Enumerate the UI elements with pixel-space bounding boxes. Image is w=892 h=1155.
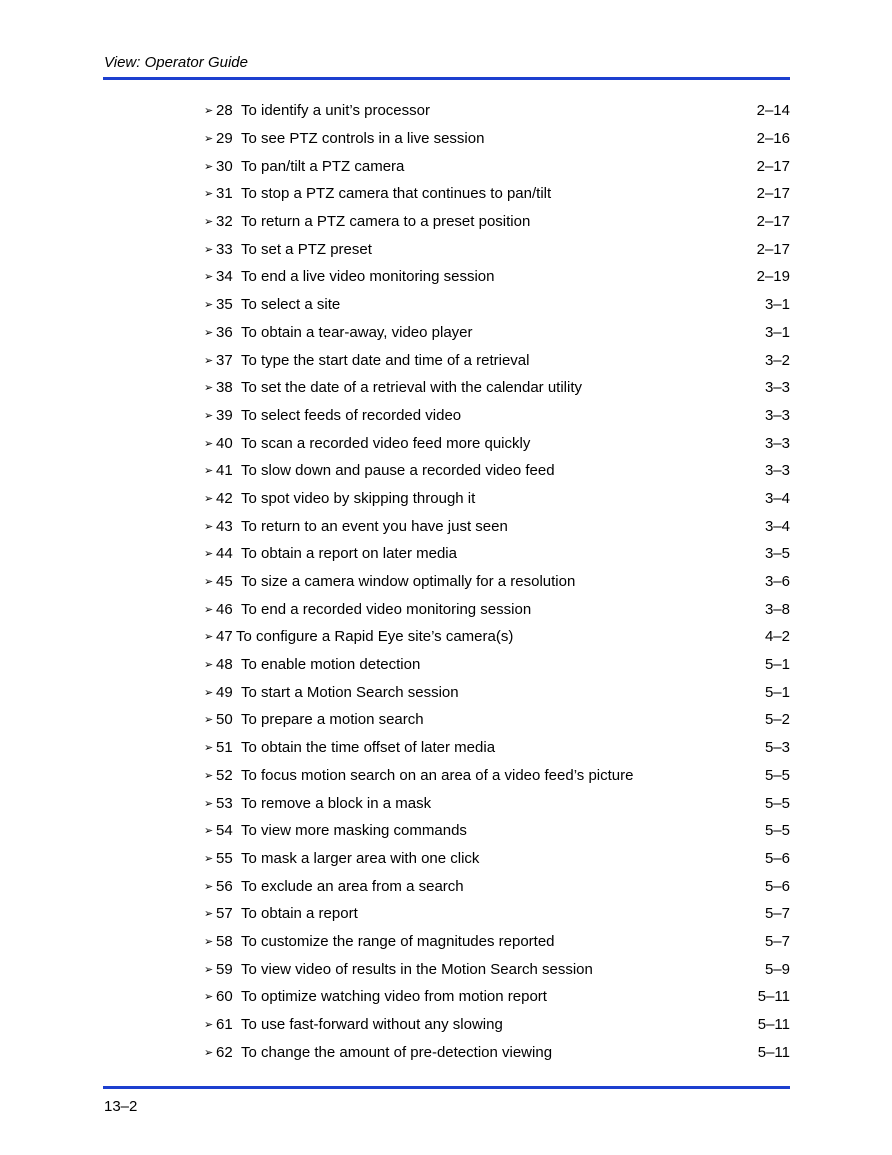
toc-entry-number: 32 (216, 213, 233, 231)
toc-entry-title: To mask a larger area with one click (241, 849, 480, 867)
toc-entry-title: To view video of results in the Motion Search session (241, 960, 593, 978)
toc-entry-page: 5–3 (764, 739, 790, 757)
arrow-bullet-icon: ➢ (204, 797, 214, 810)
toc-entry-page: 2–14 (756, 102, 790, 120)
toc-entry-title: To focus motion search on an area of a video feed’s picture (241, 766, 634, 784)
toc-entry-page: 2–17 (756, 185, 790, 203)
toc-entry (204, 319, 790, 347)
toc-entry-page: 2–17 (756, 157, 790, 175)
toc-entry (204, 706, 790, 734)
toc-entry-page: 5–5 (764, 794, 790, 812)
arrow-bullet-icon: ➢ (204, 382, 214, 395)
toc-entry-title: To customize the range of magnitudes reported (241, 932, 555, 950)
arrow-bullet-icon: ➢ (204, 437, 214, 450)
toc-entry-title: To configure a Rapid Eye site’s camera(s) (236, 628, 514, 646)
toc-entry-number: 49 (216, 683, 233, 701)
toc-entry-title: To return to an event you have just seen (241, 517, 508, 535)
toc-entry-page: 5–11 (757, 1043, 790, 1061)
toc-entry-number: 61 (216, 1016, 233, 1034)
toc-entry (204, 512, 790, 540)
arrow-bullet-icon: ➢ (204, 243, 214, 256)
toc-entry-number: 59 (216, 960, 233, 978)
toc-entry-page: 5–6 (764, 849, 790, 867)
arrow-bullet-icon: ➢ (204, 769, 214, 782)
toc-entry-number: 30 (216, 157, 233, 175)
toc-entry (204, 152, 790, 180)
toc-entry-title: To change the amount of pre-detection viewing (241, 1043, 553, 1061)
arrow-bullet-icon: ➢ (204, 492, 214, 505)
toc-entry (204, 374, 790, 402)
arrow-bullet-icon: ➢ (204, 133, 214, 146)
arrow-bullet-icon: ➢ (204, 852, 214, 865)
toc-entry (204, 817, 790, 845)
toc-entry-number: 33 (216, 240, 233, 258)
toc-entry-number: 38 (216, 379, 233, 397)
toc-entry (204, 651, 790, 679)
toc-entry-page: 3–3 (764, 434, 790, 452)
toc-entry-title: To stop a PTZ camera that continues to pan/tilt (241, 185, 552, 203)
toc-entry (204, 97, 790, 125)
toc-entry-title: To prepare a motion search (241, 711, 424, 729)
toc-entry-page: 5–2 (764, 711, 790, 729)
toc-entry (204, 789, 790, 817)
toc-entry-title: To optimize watching video from motion report (241, 988, 547, 1006)
toc-entry-number: 56 (216, 877, 233, 895)
toc-entry-title: To spot video by skipping through it (241, 489, 476, 507)
toc-entry (204, 346, 790, 374)
toc-entry-page: 3–1 (764, 323, 790, 341)
toc-entry (204, 263, 790, 291)
toc-entry-page: 2–16 (756, 130, 790, 148)
toc-entry-number: 31 (216, 185, 233, 203)
arrow-bullet-icon: ➢ (204, 409, 214, 422)
toc-entry (204, 485, 790, 513)
toc-entry-number: 29 (216, 130, 233, 148)
arrow-bullet-icon: ➢ (204, 742, 214, 755)
toc-entry-page: 3–3 (764, 406, 790, 424)
toc-entry-page: 5–5 (764, 766, 790, 784)
toc-entry (204, 872, 790, 900)
toc-entry-number: 48 (216, 656, 233, 674)
toc-entry-page: 4–2 (764, 628, 790, 646)
toc-entry-page: 3–6 (764, 573, 790, 591)
toc-entry-page: 5–9 (764, 960, 790, 978)
arrow-bullet-icon: ➢ (204, 271, 214, 284)
toc-entry-number: 43 (216, 517, 233, 535)
toc-entry-page: 5–11 (757, 988, 790, 1006)
toc-entry-page: 3–4 (764, 517, 790, 535)
arrow-bullet-icon: ➢ (204, 935, 214, 948)
toc-list (204, 97, 790, 1066)
toc-entry-title: To see PTZ controls in a live session (241, 130, 485, 148)
toc-entry-number: 46 (216, 600, 233, 618)
arrow-bullet-icon: ➢ (204, 659, 214, 672)
toc-entry-page: 5–5 (764, 822, 790, 840)
toc-entry-number: 53 (216, 794, 233, 812)
toc-entry-number: 47 (216, 628, 233, 646)
toc-entry-title: To select a site (241, 296, 341, 314)
arrow-bullet-icon: ➢ (204, 299, 214, 312)
arrow-bullet-icon: ➢ (204, 326, 214, 339)
toc-entry-page: 2–17 (756, 240, 790, 258)
toc-entry-number: 44 (216, 545, 233, 563)
toc-entry (204, 678, 790, 706)
toc-entry-title: To view more masking commands (241, 822, 467, 840)
toc-entry-title: To identify a unit’s processor (241, 102, 430, 120)
toc-entry (204, 125, 790, 153)
arrow-bullet-icon: ➢ (204, 548, 214, 561)
arrow-bullet-icon: ➢ (204, 825, 214, 838)
toc-entry (204, 983, 790, 1011)
arrow-bullet-icon: ➢ (204, 160, 214, 173)
arrow-bullet-icon: ➢ (204, 963, 214, 976)
arrow-bullet-icon: ➢ (204, 908, 214, 921)
toc-entry (204, 235, 790, 263)
toc-entry (204, 1011, 790, 1039)
arrow-bullet-icon: ➢ (204, 105, 214, 118)
toc-entry-page: 3–4 (764, 489, 790, 507)
toc-entry-page: 5–7 (764, 905, 790, 923)
toc-entry-number: 42 (216, 489, 233, 507)
toc-entry (204, 762, 790, 790)
toc-entry-title: To remove a block in a mask (241, 794, 432, 812)
toc-entry-page: 5–7 (764, 932, 790, 950)
toc-entry-title: To exclude an area from a search (241, 877, 464, 895)
toc-entry-number: 54 (216, 822, 233, 840)
toc-entry-number: 34 (216, 268, 233, 286)
arrow-bullet-icon: ➢ (204, 576, 214, 589)
toc-entry-title: To obtain a tear-away, video player (241, 323, 473, 341)
toc-entry (204, 180, 790, 208)
toc-entry (204, 623, 790, 651)
toc-entry-number: 28 (216, 102, 233, 120)
toc-entry-title: To type the start date and time of a retrieval (241, 351, 530, 369)
toc-entry-page: 5–6 (764, 877, 790, 895)
toc-entry-title: To obtain a report (241, 905, 358, 923)
toc-entry-number: 57 (216, 905, 233, 923)
toc-entry (204, 845, 790, 873)
toc-entry-page: 2–17 (756, 213, 790, 231)
toc-entry-number: 41 (216, 462, 233, 480)
toc-entry-title: To obtain the time offset of later media (241, 739, 496, 757)
arrow-bullet-icon: ➢ (204, 1019, 214, 1032)
toc-entry-number: 51 (216, 739, 233, 757)
toc-entry-title: To obtain a report on later media (241, 545, 457, 563)
toc-entry-number: 40 (216, 434, 233, 452)
toc-entry (204, 734, 790, 762)
toc-entry-number: 37 (216, 351, 233, 369)
toc-entry (204, 429, 790, 457)
toc-entry (204, 595, 790, 623)
toc-entry-page: 3–3 (764, 379, 790, 397)
arrow-bullet-icon: ➢ (204, 714, 214, 727)
toc-entry-number: 52 (216, 766, 233, 784)
arrow-bullet-icon: ➢ (204, 686, 214, 699)
toc-entry-page: 2–19 (756, 268, 790, 286)
toc-entry-title: To return a PTZ camera to a preset position (241, 213, 531, 231)
toc-entry-page: 3–5 (764, 545, 790, 563)
toc-entry-number: 36 (216, 323, 233, 341)
header-rule (103, 77, 790, 80)
arrow-bullet-icon: ➢ (204, 465, 214, 478)
toc-entry (204, 208, 790, 236)
toc-entry-title: To end a recorded video monitoring session (241, 600, 532, 618)
toc-entry-title: To end a live video monitoring session (241, 268, 495, 286)
toc-entry-number: 60 (216, 988, 233, 1006)
toc-entry-title: To pan/tilt a PTZ camera (241, 157, 405, 175)
toc-entry-page: 5–11 (757, 1016, 790, 1034)
arrow-bullet-icon: ➢ (204, 880, 214, 893)
toc-entry-number: 35 (216, 296, 233, 314)
arrow-bullet-icon: ➢ (204, 188, 214, 201)
arrow-bullet-icon: ➢ (204, 216, 214, 229)
toc-entry (204, 928, 790, 956)
toc-entry (204, 540, 790, 568)
toc-entry (204, 568, 790, 596)
toc-entry-page: 3–2 (764, 351, 790, 369)
arrow-bullet-icon: ➢ (204, 354, 214, 367)
toc-entry-number: 45 (216, 573, 233, 591)
toc-entry-title: To slow down and pause a recorded video feed (241, 462, 555, 480)
toc-entry-number: 50 (216, 711, 233, 729)
toc-entry-page: 3–3 (764, 462, 790, 480)
footer-page-number: 13–2 (104, 1098, 138, 1115)
toc-entry-number: 62 (216, 1043, 233, 1061)
toc-entry (204, 1038, 790, 1066)
toc-entry-title: To set a PTZ preset (241, 240, 372, 258)
toc-entry-page: 3–8 (764, 600, 790, 618)
footer-rule (103, 1086, 790, 1089)
toc-entry (204, 900, 790, 928)
toc-entry-number: 58 (216, 932, 233, 950)
toc-entry-title: To size a camera window optimally for a resolution (241, 573, 576, 591)
toc-entry-title: To enable motion detection (241, 656, 421, 674)
arrow-bullet-icon: ➢ (204, 1046, 214, 1059)
toc-entry-page: 5–1 (764, 683, 790, 701)
toc-entry-title: To start a Motion Search session (241, 683, 459, 701)
toc-entry (204, 291, 790, 319)
arrow-bullet-icon: ➢ (204, 520, 214, 533)
arrow-bullet-icon: ➢ (204, 603, 214, 616)
toc-entry (204, 402, 790, 430)
toc-entry-title: To scan a recorded video feed more quickly (241, 434, 531, 452)
toc-entry-page: 5–1 (764, 656, 790, 674)
toc-entry-title: To use fast-forward without any slowing (241, 1016, 503, 1034)
header-title: View: Operator Guide (104, 54, 248, 71)
arrow-bullet-icon: ➢ (204, 631, 214, 644)
toc-entry-title: To select feeds of recorded video (241, 406, 462, 424)
toc-entry (204, 457, 790, 485)
arrow-bullet-icon: ➢ (204, 991, 214, 1004)
toc-entry-page: 3–1 (764, 296, 790, 314)
toc-entry-title: To set the date of a retrieval with the calendar utility (241, 379, 583, 397)
toc-entry (204, 955, 790, 983)
toc-entry-number: 55 (216, 849, 233, 867)
toc-entry-number: 39 (216, 406, 233, 424)
